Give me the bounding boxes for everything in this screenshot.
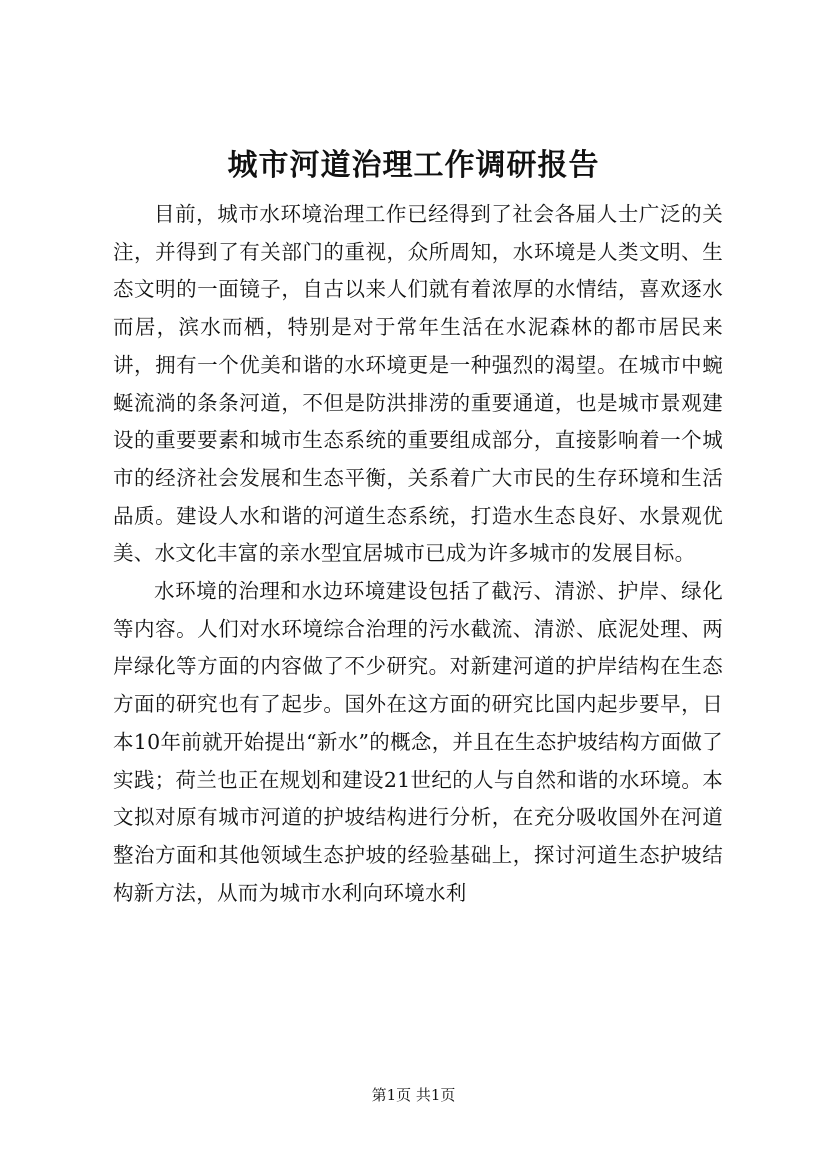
document-body bbox=[113, 196, 723, 912]
paragraph-1: 目前，城市水环境治理工作已经得到了社会各届人士广泛的关注，并得到了有关部门的重视，众所周知，水环境是人类文明、生态文明的一面镜子，自古以来人们就有着浓厚的水情结，喜欢逐水而居，滨水而栖，特别是对于常年生活在水泥森林的都市居民来讲，拥有一个优美和谐的水环境更是一种强烈的渴望。在城市中蜿蜒流淌的条条河道，不但是防洪排涝的重要通道，也是城市景观建设的重要要素和城市生态系统的重要组成部分，直接影响着一个城市的经济社会发展和生态平衡，关系着广大市民的生存环境和生活品质。建设人水和谐的河道生态系统，打造水生态良好、水景观优美、水文化丰富的亲水型宜居城市已成为许多城市的发展目标。 bbox=[113, 202, 723, 566]
page-footer: 第1页 共1页 bbox=[371, 1086, 456, 1104]
paragraph-2: 水环境的治理和水边环境建设包括了截污、清淤、护岸、绿化等内容。人们对水环境综合治理的污水截流、清淤、底泥处理、两岸绿化等方面的内容做了不少研究。对新建河道的护岸结构在生态方面的研究也有了起步。国外在这方面的研究比国内起步要早，日本10年前就开始提出“新水”的概念，并且在生态护坡结构方面做了实践；荷兰也正在规划和建设21世纪的人与自然和谐的水环境。本文拟对原有城市河道的护坡结构进行分析，在充分吸收国外在河道整治方面和其他领域生态护坡的经验基础上，探讨河道生态护坡结构新方法，从而为城市水利向环境水利 bbox=[113, 579, 723, 905]
document-title: 城市河道治理工作调研报告 bbox=[227, 148, 600, 183]
